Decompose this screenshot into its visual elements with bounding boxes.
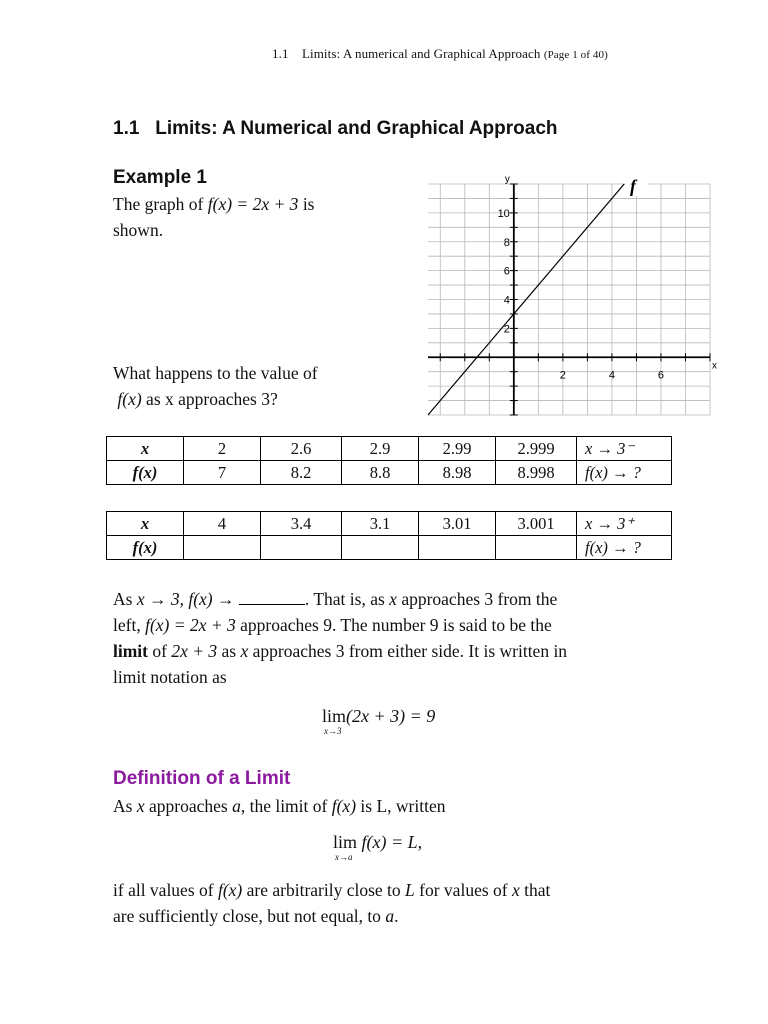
row-f-label: f(x) (107, 461, 184, 485)
y-axis-label: y (504, 174, 510, 185)
text: are arbitrarily close to (242, 880, 406, 900)
lim-operator: lim (333, 832, 358, 852)
text: are sufficiently close, but not equal, to (113, 906, 386, 926)
example-question (113, 360, 393, 412)
explanation-paragraph (113, 586, 653, 690)
text: if all values of (113, 880, 218, 900)
y-tick-label: 2 (503, 323, 510, 336)
text: is L, written (356, 796, 446, 816)
limit-subscript: x→3 (324, 726, 342, 736)
text: left, (113, 615, 146, 635)
example-text-line2: shown. (113, 220, 164, 240)
math-expression: f(x) (331, 796, 357, 816)
header-title: Limits: A numerical and Graphical Approach (301, 46, 541, 61)
limit-cell: x → 3⁻ (577, 437, 672, 461)
function-graph (420, 170, 730, 420)
answer-blank[interactable] (239, 588, 305, 605)
limit-term: limit (113, 641, 148, 661)
function-expression: f(x) = 2x + 3 (207, 194, 299, 214)
table-cell: 4 (184, 512, 261, 536)
text: limit notation as (113, 667, 227, 687)
table-cell: 8.2 (261, 461, 342, 485)
table-cell: 2 (184, 437, 261, 461)
table-cell-empty[interactable] (261, 536, 342, 560)
table-cell: 3.001 (496, 512, 577, 536)
math-expression: f(x) = 2x + 3 (145, 615, 236, 635)
y-tick-label: 4 (503, 294, 510, 307)
x-tick-label: 4 (608, 369, 615, 382)
math-variable: a (232, 796, 241, 816)
section-title: 1.1 Limits: A Numerical and Graphical Approach (113, 118, 558, 139)
math-expression: f(x) (217, 880, 243, 900)
definition-condition (113, 877, 673, 929)
table-row (107, 437, 672, 461)
header-section-number: 1.1 (272, 46, 289, 61)
text: for values of (414, 880, 512, 900)
table-cell: 2.99 (419, 437, 496, 461)
math-variable: x (136, 796, 145, 816)
limit-body: (2x + 3) = 9 (346, 706, 436, 726)
table-cell: 3.4 (261, 512, 342, 536)
x-tick-label: 6 (657, 369, 665, 382)
y-tick-label: 10 (497, 207, 510, 220)
text: As (113, 796, 137, 816)
table-cell: 8.998 (496, 461, 577, 485)
table-cell: 3.01 (419, 512, 496, 536)
example-heading: Example 1 (113, 167, 207, 188)
table-cell: 2.9 (342, 437, 419, 461)
definition-limit-expression (333, 832, 423, 862)
math-variable: L (405, 880, 415, 900)
limit-expression (322, 706, 436, 736)
text: approaches 3 from the (396, 589, 558, 609)
table-cell-empty[interactable] (496, 536, 577, 560)
text: , the limit of (240, 796, 332, 816)
limit-cell: f(x) → ? (577, 461, 672, 485)
running-header (272, 46, 608, 62)
definition-heading: Definition of a Limit (113, 768, 291, 789)
limit-cell: f(x) → ? (577, 536, 672, 560)
table-cell-empty[interactable] (419, 536, 496, 560)
table-cell: 8.8 (342, 461, 419, 485)
math-variable: x (240, 641, 249, 661)
values-table-right (106, 511, 672, 560)
limit-cell: x → 3⁺ (577, 512, 672, 536)
limit-body: f(x) = L (361, 832, 418, 852)
definition-text (113, 793, 445, 819)
math-expression: x → 3, f(x) → (136, 589, 235, 609)
table-row (107, 536, 672, 560)
text: that (519, 880, 551, 900)
y-tick-label: 6 (503, 265, 510, 278)
question-line1: What happens to the value of (113, 363, 318, 383)
text: approaches 3 from either side. It is written in (248, 641, 568, 661)
table-row (107, 461, 672, 485)
math-variable: a (385, 906, 395, 926)
table-cell-empty[interactable] (184, 536, 261, 560)
example-text-end: is (298, 194, 315, 214)
text: approaches 9. The number 9 is said to be the (235, 615, 552, 635)
graph-tick-labels (498, 208, 664, 381)
text: of (148, 641, 172, 661)
text: as (217, 641, 241, 661)
row-x-label: x (107, 437, 184, 461)
example-text-start: The graph of (113, 194, 208, 214)
question-expression: f(x) (117, 389, 142, 409)
row-x-label: x (107, 512, 184, 536)
text: . (394, 906, 399, 926)
text: As (113, 589, 137, 609)
table-row (107, 512, 672, 536)
x-tick-label: 2 (559, 369, 566, 382)
text: , (417, 832, 423, 852)
math-variable: x (389, 589, 397, 609)
row-f-label: f(x) (107, 536, 184, 560)
lim-operator: lim (322, 706, 347, 726)
header-page-info: (Page 1 of 40) (543, 49, 608, 61)
table-cell-empty[interactable] (342, 536, 419, 560)
table-cell: 3.1 (342, 512, 419, 536)
text: approaches (144, 796, 233, 816)
limit-subscript: x→a (335, 852, 353, 862)
example-text (113, 191, 393, 243)
math-expression: 2x + 3 (171, 641, 218, 661)
table-cell: 2.999 (496, 437, 577, 461)
table-cell: 7 (184, 461, 261, 485)
text: . That is, as (304, 589, 390, 609)
x-axis-label: x (712, 360, 717, 372)
values-table-left (106, 436, 672, 485)
table-cell: 2.6 (261, 437, 342, 461)
question-rest: as x approaches 3? (141, 389, 278, 409)
graph-grid (428, 184, 710, 415)
math-variable: x (511, 880, 520, 900)
table-cell: 8.98 (419, 461, 496, 485)
y-tick-label: 8 (503, 236, 510, 249)
function-label: f (630, 176, 636, 196)
